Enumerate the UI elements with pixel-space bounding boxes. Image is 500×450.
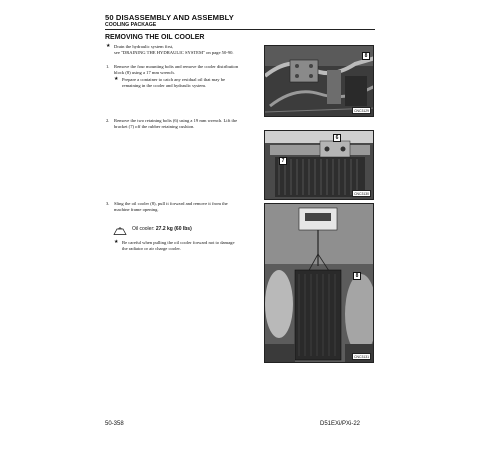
step-1-note-line-2: remaining in the cooler and hydraulic system.: [122, 83, 207, 88]
photo-code: CNC3130: [354, 191, 369, 196]
photo-code: CNC3129: [354, 108, 369, 113]
step-2-line-2: bracket (7) off the rubber retaining cushion.: [114, 124, 195, 129]
photo-sling-oil-cooler: [264, 203, 374, 363]
step-3-line-1: Sling the oil cooler (8), pull it forward and remove it from the: [114, 201, 228, 206]
callout-6: 6: [333, 134, 341, 142]
star-bullet-icon: ★: [106, 44, 111, 49]
step-3-line-2: machine frame opening.: [114, 207, 159, 212]
spec-value: 27.2 kg (60 lbs): [155, 226, 192, 232]
pre-step-line-1: Drain the hydraulic system first,: [114, 44, 174, 49]
section-title: REMOVING THE OIL COOLER: [105, 34, 205, 41]
step-1-number: 1.: [106, 64, 110, 69]
step-1-note-line-1: Prepare a container to catch any residual oil that may be: [122, 77, 226, 82]
callout-7: 7: [279, 157, 287, 165]
step-3-note-line-1: Be careful when pulling the oil cooler forward not to damage: [122, 240, 235, 245]
star-bullet-icon: ★: [114, 77, 119, 82]
callout-8: 8: [353, 272, 361, 280]
model-number: D51EXi/PXi-22: [320, 421, 361, 427]
star-bullet-icon: ★: [114, 240, 119, 245]
pre-step-line-2: see "DRAINING THE HYDRAULIC SYSTEM" on page 50-90.: [114, 50, 234, 55]
photo-code: CNC3131: [354, 354, 369, 359]
step-2-number: 2.: [106, 118, 110, 123]
step-1-line-2: block (8) using a 17 mm wrench.: [114, 70, 175, 75]
oil-cooler-weight: [132, 226, 192, 232]
step-3-number: 3.: [106, 201, 110, 206]
chapter-title: 50 DISASSEMBLY AND ASSEMBLY: [105, 13, 234, 22]
photo-distribution-block: [264, 45, 374, 117]
photo-retaining-bolts: [264, 130, 374, 200]
step-2-line-1: Remove the two retaining bolts (6) using a 19 mm wrench. Lift the: [114, 118, 238, 123]
header-rule: [105, 29, 375, 30]
callout-8: 8: [362, 52, 370, 60]
spec-label: Oil cooler:: [132, 226, 155, 232]
step-1-line-1: Remove the four mounting bolts and remove the cooler distribution: [114, 64, 239, 69]
chapter-subtitle: COOLING PACKAGE: [105, 22, 157, 28]
step-3-note-line-2: the radiator or air charge cooler.: [122, 246, 181, 251]
page-number: 50-358: [105, 421, 124, 427]
weight-icon: [113, 226, 127, 235]
